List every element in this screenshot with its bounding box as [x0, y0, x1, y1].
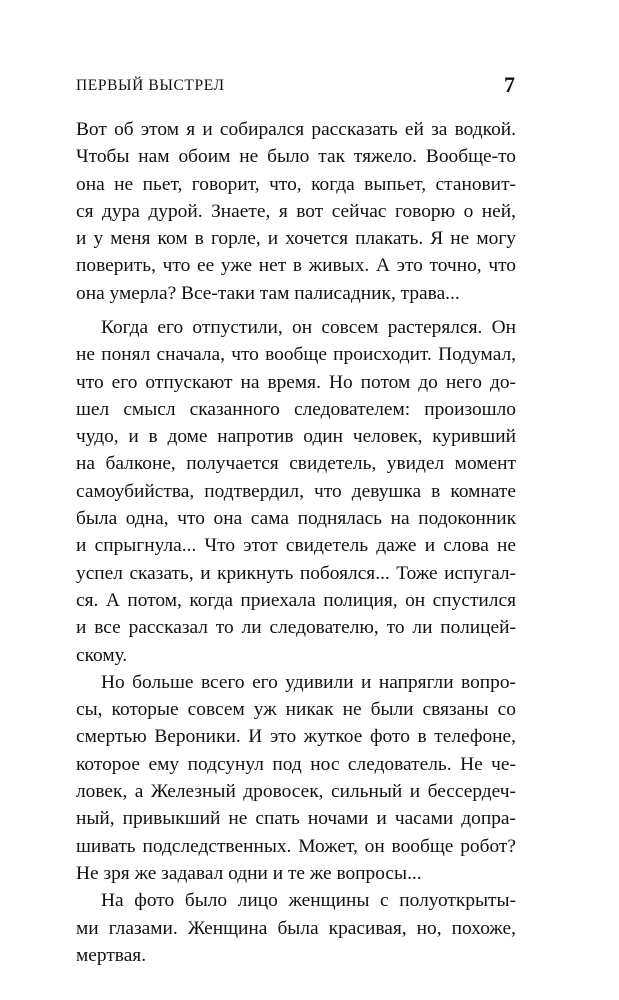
page-number: 7: [504, 72, 515, 97]
text-line: ловек, а Железный дровосек, сильный и бессердеч-: [76, 781, 516, 803]
running-header-title: ПЕРВЫЙ ВЫСТРЕЛ: [76, 77, 225, 94]
text-line: не понял сначала, что вообще происходит. Подумал,: [76, 344, 516, 366]
text-line: она умерла? Все-таки там палисадник, трава...: [76, 282, 460, 304]
text-line: успел сказать, и крикнуть побоялся... Тоже испугал-: [76, 562, 516, 584]
text-line: Не зря же задавал одни и те же вопросы...: [76, 862, 422, 884]
paragraph-2: [76, 314, 516, 969]
text-line: мертвая.: [76, 944, 147, 966]
text-line: сы, которые совсем уж никак не были связаны со: [76, 699, 516, 721]
text-line: Вот об этом я и собирался рассказать ей за водкой.: [76, 119, 516, 140]
text-line: чудо, и в доме напротив один человек, куривший: [76, 426, 516, 448]
text-line: и все рассказал то ли следователю, то ли полицей-: [76, 617, 516, 639]
text-line: Но больше всего его удивили и напрягли вопро-: [101, 671, 516, 693]
text-line: Чтобы нам обоим не было так тяжело. Вообще-то: [76, 146, 516, 168]
text-line: Когда его отпустили, он совсем растерялся. Он: [101, 317, 516, 338]
text-line: и спрыгнула... Что этот свидетель даже и слова не: [76, 535, 516, 557]
text-line: и у меня ком в горле, и хочется плакать. Я не могу: [76, 228, 516, 250]
text-line: ся дура дурой. Знаете, я вот сейчас говорю о ней,: [76, 200, 516, 222]
text-line: шивать подследственных. Может, он вообще робот?: [76, 835, 516, 857]
text-line: что его отпускают на время. Но потом до него до-: [76, 371, 516, 393]
text-line: которое ему подсунул под нос следователь. Не че-: [76, 753, 516, 775]
text-line: шел смысл сказанного следователем: произошло: [76, 398, 516, 420]
text-line: была одна, что она сама поднялась на подоконник: [76, 508, 516, 530]
text-line: она не пьет, говорит, что, когда выпьет, становит-: [76, 173, 516, 195]
text-line: на балконе, получается свидетель, увидел момент: [76, 453, 516, 475]
text-line: скому.: [76, 644, 128, 666]
text-line: На фото было лицо женщины с полуоткрыты-: [101, 890, 516, 912]
text-line: ся. А потом, когда приехала полиция, он спустился: [76, 589, 516, 611]
paragraph-1: [76, 116, 516, 307]
text-line: ми глазами. Женщина была красивая, но, похоже,: [76, 917, 516, 939]
text-line: поверить, что ее уже нет в живых. А это точно, что: [76, 255, 516, 277]
text-line: ный, привыкший не спать ночами и часами допра-: [76, 808, 516, 830]
text-line: самоубийства, подтвердил, что девушка в комнате: [76, 480, 516, 502]
text-line: смертью Вероники. И это жуткое фото в телефоне,: [76, 726, 516, 748]
